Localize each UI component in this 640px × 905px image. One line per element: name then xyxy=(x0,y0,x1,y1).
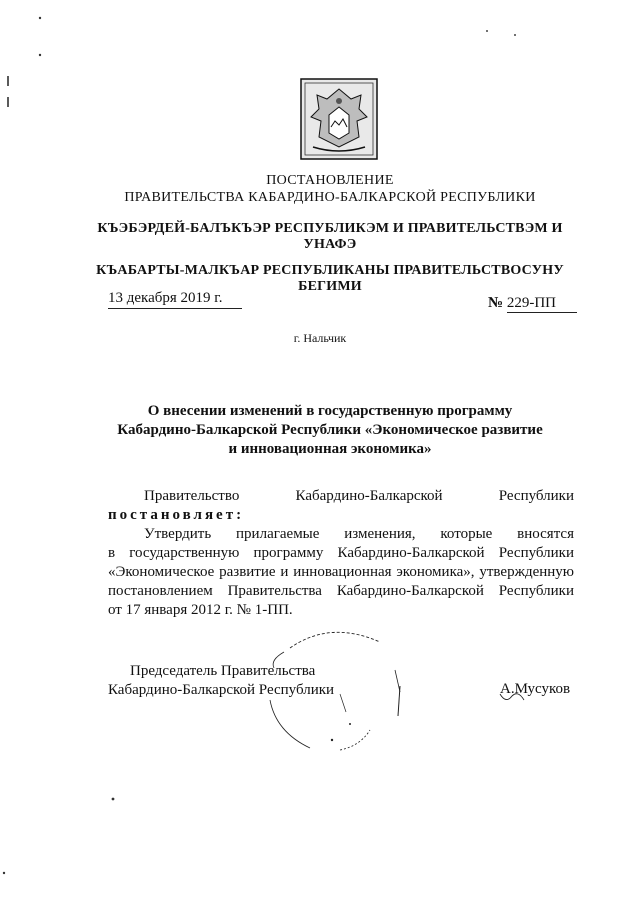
preamble-word: Республики xyxy=(498,488,574,504)
title-line: О внесении изменений в государственную программу xyxy=(147,403,513,419)
preamble-word: Правительство xyxy=(144,488,240,504)
preamble-line xyxy=(108,487,574,506)
signatory-name: А.Мусуков xyxy=(500,681,571,697)
government-name-kbd-line2: УНАФЭ xyxy=(303,237,357,252)
doc-type-title: ПОСТАНОВЛЕНИЕ xyxy=(266,173,394,188)
decree-verb: постановляет: xyxy=(108,507,245,523)
paragraph-line: постановлением Правительства Кабардино-Балкарской Республики xyxy=(108,583,574,599)
title-line: Кабардино-Балкарской Республики «Экономическое развитие xyxy=(117,422,543,438)
document-date: 13 декабря 2019 г. xyxy=(108,290,242,309)
government-name-krc-line2: БЕГИМИ xyxy=(298,279,362,294)
preamble xyxy=(108,487,574,525)
document-city: г. Нальчик xyxy=(293,331,347,345)
paragraph-line: от 17 января 2012 г. № 1-ПП. xyxy=(108,602,293,618)
document-number xyxy=(488,295,577,313)
paragraph-line: в государственную программу Кабардино-Балкарской Республики xyxy=(108,545,574,561)
title-line: и инновационная экономика» xyxy=(228,441,432,457)
paragraph-line: Утвердить прилагаемые изменения, которые вносятся xyxy=(144,526,574,542)
government-name-kbd-line1: КЪЭБЭРДЕЙ-БАЛЪКЪЭР РЕСПУБЛИКЭМ И ПРАВИТЕЛЬСТВЭМ И xyxy=(97,221,563,236)
preamble-word: Кабардино-Балкарской xyxy=(295,488,443,504)
government-name-ru: ПРАВИТЕЛЬСТВА КАБАРДИНО-БАЛКАРСКОЙ РЕСПУБЛИКИ xyxy=(124,190,536,205)
government-name-krc-line1: КЪАБАРТЫ-МАЛКЪАР РЕСПУБЛИКАНЫ ПРАВИТЕЛЬСТВОСУНУ xyxy=(96,263,564,278)
number-label: № xyxy=(488,295,504,311)
document-title xyxy=(90,402,570,459)
position-line: Кабардино-Балкарской Республики xyxy=(108,682,335,698)
decision-paragraph xyxy=(108,525,574,620)
paragraph-line: «Экономическое развитие и инновационная экономика», утвержденную xyxy=(108,564,574,580)
position-line: Председатель Правительства xyxy=(130,663,316,679)
kbr-coat-of-arms-icon xyxy=(299,77,379,161)
signatory-position xyxy=(108,662,334,700)
number-value: 229-ПП xyxy=(507,295,577,313)
signature-scribble xyxy=(498,690,538,706)
